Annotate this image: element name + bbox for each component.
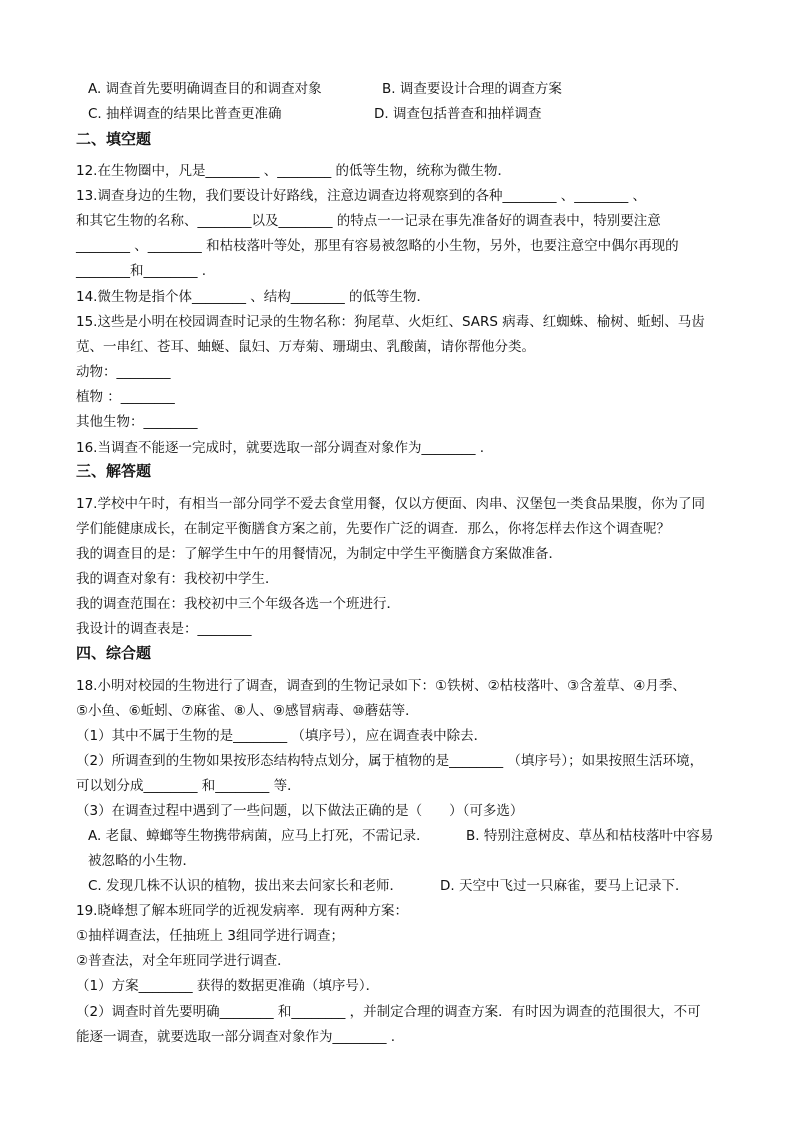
q18-sub-2-line-1: （2）所调查到的生物如果按形态结构特点划分，属于植物的是________ （填序号）；如果按照生活环境， — [76, 753, 704, 769]
q11-option-c: C. 抽样调查的结果比普查更准确 — [88, 106, 282, 122]
q19-line-2: ①抽样调查法，任抽班上 3组同学进行调查； — [76, 928, 344, 944]
section-heading-comprehensive: 四、综合题 — [76, 644, 152, 662]
q19-sub-2-line-1: （2）调查时首先要明确________ 和________ ，并制定合理的调查方案．有时因为调查的范围很大，不可 — [76, 1004, 701, 1020]
q16-text: 16.当调查不能逐一完成时，就要选取一部分调查对象作为________ . — [76, 440, 485, 456]
q17-line-5: 我的调查范围在：我校初中三个年级各选一个班进行． — [76, 596, 400, 612]
section-heading-fill-in: 二、填空题 — [76, 130, 152, 148]
q18-option-a: A. 老鼠、蟑螂等生物携带病菌，应马上打死，不需记录． — [88, 828, 430, 844]
q14-text: 14.微生物是指个体________ 、结构________ 的低等生物． — [76, 289, 431, 305]
q17-line-2: 学们能健康成长，在制定平衡膳食方案之前，先要作广泛的调查．那么，你将怎样去作这个调查呢？ — [76, 521, 670, 537]
q18-line-1: 18.小明对校园的生物进行了调查，调查到的生物记录如下：①铁树、②枯枝落叶、③含羞草、④月季、 — [76, 678, 686, 694]
q18-line-2: ⑤小鱼、⑥蚯蚓、⑦麻雀、⑧人、⑨感冒病毒、⑩蘑菇等． — [76, 703, 419, 719]
q18-sub-3: （3）在调查过程中遇到了一些问题，以下做法正确的是（ ）（可多选） — [76, 803, 524, 819]
q19-sub-1: （1）方案________ 获得的数据更准确（填序号）． — [76, 978, 380, 994]
q19-line-1: 19.晓峰想了解本班同学的近视发病率．现有两种方案： — [76, 903, 408, 919]
q13-line-4: ________和________ . — [76, 263, 207, 279]
q12-text: 12.在生物圈中，凡是________ 、________ 的低等生物，统称为微生物． — [76, 163, 512, 179]
q17-line-6: 我设计的调查表是：________ — [76, 621, 252, 637]
q19-line-3: ②普查法，对全年班同学进行调查． — [76, 953, 291, 969]
q18-sub-1: （1）其中不属于生物的是________ （填序号），应在调查表中除去． — [76, 728, 488, 744]
q15-plant: 植物 ：________ — [76, 389, 175, 405]
q18-option-d: D. 天空中飞过一只麻雀，要马上记录下． — [440, 878, 689, 894]
q15-line-1: 15.这些是小明在校园调查时记录的生物名称：狗尾草、火炬红、SARS 病毒、红蜘蛛、榆树、蚯蚓、马齿 — [76, 314, 705, 330]
q13-line-3: ________ 、________ 和枯枝落叶等处，那里有容易被忽略的小生物，另外，也要注意空中偶尔再现的 — [76, 238, 679, 254]
q11-option-b: B. 调查要设计合理的调查方案 — [382, 81, 562, 97]
q19-sub-2-line-2: 能逐一调查，就要选取一部分调查对象作为________ . — [76, 1029, 396, 1045]
q13-line-2: 和其它生物的名称、________以及________ 的特点一一记录在事先准备好的调查表中，特别要注意 — [76, 213, 661, 229]
q18-option-b: B. 特别注意树皮、草丛和枯枝落叶中容易 — [466, 828, 714, 844]
q11-option-d: D. 调查包括普查和抽样调查 — [374, 106, 542, 122]
q15-line-2: 苋、一串红、苍耳、蚰蜒、鼠妇、万寿菊、珊瑚虫、乳酸菌，请你帮他分类。 — [76, 339, 535, 355]
q11-option-a: A. 调查首先要明确调查目的和调查对象 — [88, 81, 322, 97]
q17-line-1: 17.学校中午时，有相当一部分同学不爱去食堂用餐，仅以方便面、肉串、汉堡包一类食品果腹，你为了同 — [76, 496, 705, 512]
q18-sub-2-line-2: 可以划分成________ 和________ 等． — [76, 778, 301, 794]
q18-option-b-continued: 被忽略的小生物． — [88, 853, 196, 869]
q17-line-3: 我的调查目的是：了解学生中午的用餐情况，为制定中学生平衡膳食方案做准备． — [76, 546, 562, 562]
q15-other: 其他生物：________ — [76, 414, 198, 430]
section-heading-answer: 三、解答题 — [76, 462, 152, 480]
q15-animal: 动物：________ — [76, 364, 171, 380]
q13-line-1: 13.调查身边的生物，我们要设计好路线，注意边调查边将观察到的各种________ 、________ 、 — [76, 188, 647, 204]
q18-option-c: C. 发现几株不认识的植物，拔出来去问家长和老师． — [88, 878, 404, 894]
q17-line-4: 我的调查对象有：我校初中学生． — [76, 571, 279, 587]
